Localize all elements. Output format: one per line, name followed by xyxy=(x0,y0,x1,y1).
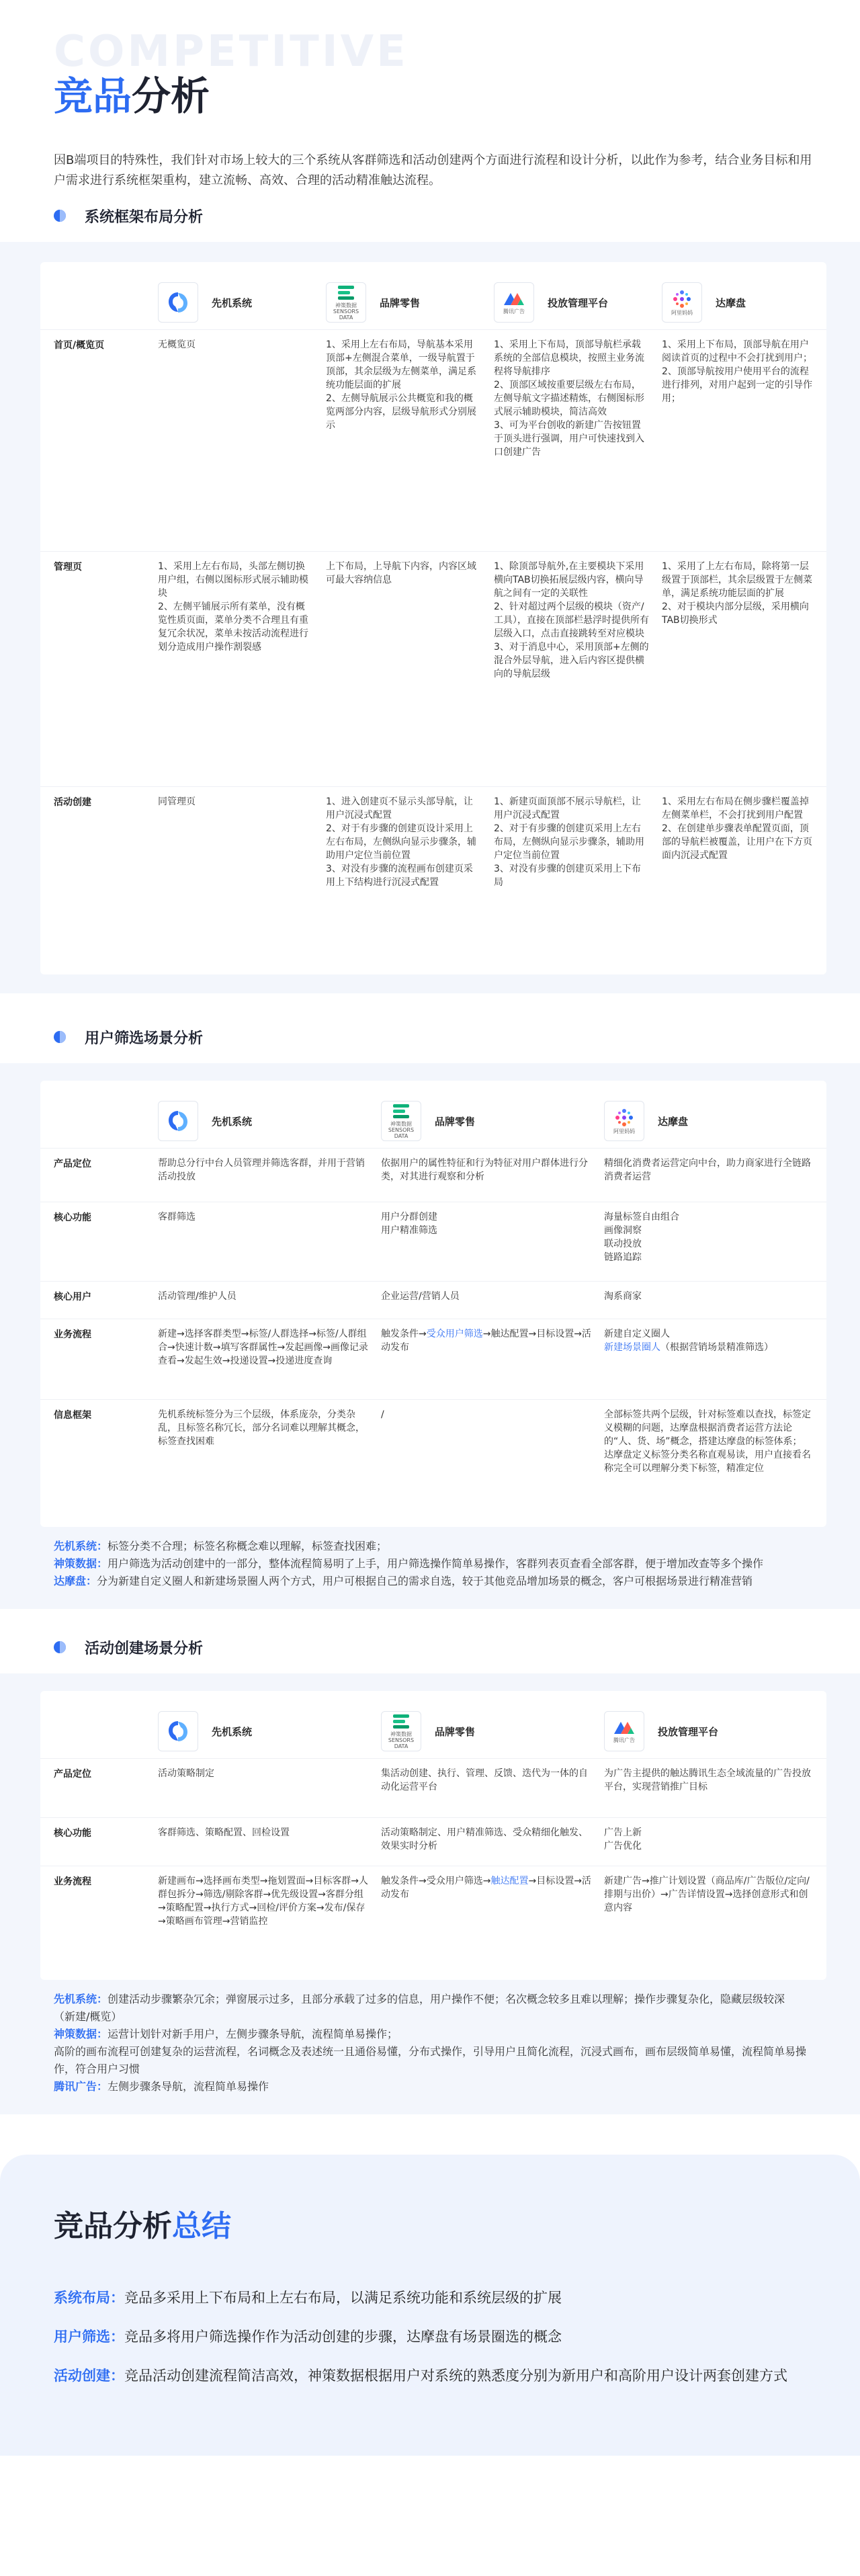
brand-tencent xyxy=(604,1711,826,1751)
note-line xyxy=(54,1538,806,1555)
brand-name: 投放管理平台 xyxy=(658,1725,719,1738)
summary-tag: 活动创建： xyxy=(54,2368,124,2384)
note-tag: 神策数据： xyxy=(54,2028,108,2040)
table-row xyxy=(40,1866,826,1960)
section-title: 系统框架布局分析 xyxy=(85,208,204,226)
table-cell: 依据用户的属性特征和行为特征对用户群体进行分类，对其进行观察和分析 xyxy=(381,1158,588,1182)
note-line xyxy=(54,2078,806,2095)
brand-row xyxy=(40,1704,826,1758)
note-line xyxy=(54,1555,806,1573)
table-cell: 客群筛选 xyxy=(158,1212,196,1222)
table-cell: 精细化消费者运营定向中台，助力商家进行全链路消费者运营 xyxy=(604,1158,811,1182)
row-label: 核心功能 xyxy=(54,1212,91,1223)
section-activity xyxy=(0,1636,860,2114)
table-cell: 海量标签自由组合 画像洞察 联动投放 链路追踪 xyxy=(604,1212,679,1263)
summary-line xyxy=(54,2363,806,2388)
page-title xyxy=(54,65,806,121)
xianji-logo-icon xyxy=(158,1711,198,1751)
section-user-filter xyxy=(0,1026,860,1609)
summary-title xyxy=(54,2202,806,2245)
tencent-logo-text: 腾讯广告 xyxy=(503,308,525,315)
summary-tag: 系统布局： xyxy=(54,2290,124,2306)
table-cell: 帮助总分行中台人员管理并筛选客群，并用于营销活动投放 xyxy=(158,1158,365,1182)
table-cell: 用户分群创建 用户精准筛选 xyxy=(381,1212,437,1236)
table-cell: 全部标签共两个层级，针对标签难以查找，标签定义模糊的问题，达摩盘根据消费者运营方法论的“人、货、场”概念，搭建达摩盘的标签体系； 达摩盘定义标签分类名称直观易读，用户直接看名称完全可以理解分类下标签，精准定位 xyxy=(604,1409,811,1474)
page-title-rest: 分析 xyxy=(132,73,210,119)
table-cell: 1、采用上左右布局，头部左侧切换用户组，右侧以图标形式展示辅助模块 2、左侧平铺展示所有菜单，没有概览性质页面，菜单分类不合理且有重复冗余状况，菜单未按活动流程进行划分造成用户操作割裂感 xyxy=(158,561,308,653)
brand-xianji xyxy=(158,1711,381,1751)
damopan-logo-icon xyxy=(604,1101,644,1141)
brand-shence xyxy=(381,1711,604,1751)
row-label: 信息框架 xyxy=(54,1410,91,1421)
summary-text: 竞品活动创建流程简洁高效，神策数据根据用户对系统的熟悉度分别为新用户和高阶用户设计两套创建方式 xyxy=(124,2368,787,2384)
table-cell: 淘系商家 xyxy=(604,1291,642,1302)
note-line xyxy=(54,1573,806,1590)
table-row xyxy=(40,1817,826,1866)
page-title-highlight: 竞品 xyxy=(54,73,132,119)
note-text: 分为新建自定义圈人和新建场景圈人两个方式，用户可根据自己的需求自选，较于其他竞品增加场景的概念，客户可根据场景进行精准营销 xyxy=(97,1575,753,1587)
note-tag: 神策数据： xyxy=(54,1557,108,1570)
row-label: 产品定位 xyxy=(54,1159,91,1169)
notes xyxy=(0,1991,806,2095)
table-cell: 1、除顶部导航外,在主要模块下采用横向TAB切换拓展层级内容，横向导航之间有一定的关联性 2、针对超过两个层级的模块（资产/工具），直接在顶部栏悬浮时提供所有层级入口，点击直接跳转至对应模块 3、对于消息中心，采用顶部+左侧的混合外层导航，进入后内容区提供横向的导航层级 xyxy=(494,561,649,679)
brand-name: 品牌零售 xyxy=(435,1115,476,1128)
note-line xyxy=(54,2026,806,2078)
table-cell: 无概览页 xyxy=(158,339,196,350)
row-label: 管理页 xyxy=(54,562,82,573)
table-cell: 活动策略制定、用户精准筛选、受众精细化触发、效果实时分析 xyxy=(381,1827,588,1852)
row-label: 业务流程 xyxy=(54,1876,91,1887)
bullet-icon xyxy=(54,1640,69,1655)
row-label: 核心用户 xyxy=(54,1292,91,1302)
row-label: 首页/概览页 xyxy=(54,340,105,351)
table-cell: 活动策略制定 xyxy=(158,1768,214,1779)
table-row xyxy=(40,786,826,954)
section-heading xyxy=(54,1636,860,1659)
table-cell: 客群筛选、策略配置、回检设置 xyxy=(158,1827,290,1838)
brand-xianji xyxy=(158,282,326,323)
table-cell: / xyxy=(381,1409,384,1420)
section-title: 用户筛选场景分析 xyxy=(85,1030,204,1047)
table-cell: 企业运营/营销人员 xyxy=(381,1291,460,1302)
summary-title-main: 竞品分析 xyxy=(54,2209,172,2243)
section-layout xyxy=(0,204,860,993)
table-row xyxy=(40,1758,826,1817)
note-tag: 腾讯广告： xyxy=(54,2080,108,2093)
summary-tag: 用户筛选： xyxy=(54,2329,124,2345)
note-text: 用户筛选为活动创建中的一部分，整体流程简易明了上手，用户筛选操作简单易操作，客群列表页查看全部客群，便于增加改查等多个操作 xyxy=(108,1557,764,1570)
table-row xyxy=(40,551,826,786)
flow-text: 触发条件→ xyxy=(381,1329,427,1339)
table-row xyxy=(40,1399,826,1507)
table-cell: 1、采用了上左右布局，除将第一层级置于顶部栏，其余层级置于左侧菜单，满足系统功能层面的扩展 2、对于模块内部分层级，采用横向TAB切换形式 xyxy=(662,561,812,626)
brand-name: 达摩盘 xyxy=(716,296,746,309)
note-tag: 先机系统： xyxy=(54,1993,108,2005)
brand-row xyxy=(40,276,826,329)
brand-name: 达摩盘 xyxy=(658,1115,689,1128)
brand-shence xyxy=(326,282,494,323)
table-cell: 1、采用上下布局，顶部导航在用户阅读首页的过程中不会打扰到用户； 2、顶部导航按用户使用平台的流程进行排列，对用户起到一定的引导作用； xyxy=(662,339,812,404)
brand-tencent xyxy=(494,282,662,323)
table-cell: 新建画布→选择画布类型→拖划置面→目标客群→人群包拆分→筛选/剔除客群→优先级设置→客群分组→策略配置→执行方式→回检/评价方案→发布/保存→策略画布管理→营销监控 xyxy=(158,1876,368,1927)
brand-name: 先机系统 xyxy=(212,1725,253,1738)
shence-logo-icon xyxy=(381,1711,421,1751)
table-cell: 活动管理/维护人员 xyxy=(158,1291,236,1302)
table-cell: 集活动创建、执行、管理、反馈、迭代为一体的自动化运营平台 xyxy=(381,1768,588,1792)
brand-name: 先机系统 xyxy=(212,296,253,309)
summary-title-highlight: 总结 xyxy=(172,2209,231,2243)
flow-link[interactable]: 受众用户筛选 xyxy=(426,1329,483,1339)
tencent-ads-logo-icon xyxy=(494,282,534,323)
row-label: 核心功能 xyxy=(54,1828,91,1839)
table-cell xyxy=(381,1866,604,1960)
table-row xyxy=(40,1148,826,1202)
bullet-icon xyxy=(54,208,69,223)
bullet-icon xyxy=(54,1030,69,1044)
table-row xyxy=(40,1202,826,1281)
row-label: 活动创建 xyxy=(54,797,91,808)
note-text: 创建活动步骤繁杂冗余；弹窗展示过多，且部分承载了过多的信息，用户操作不便；名次概念较多且难以理解；操作步骤复杂化，隐藏层级较深（新建/概览） xyxy=(54,1993,785,2023)
summary-line xyxy=(54,2285,806,2311)
table-row xyxy=(40,1319,826,1399)
flow-text: 触发条件→受众用户筛选→ xyxy=(381,1876,491,1886)
table-cell: 1、进入创建页不显示头部导航，让用户沉浸式配置 2、对于有步骤的创建页设计采用上左右布局，左侧纵向显示步骤条，辅助用户定位当前位置 3、对没有步骤的流程画布创建页采用上下结构进行沉浸式配置 xyxy=(326,796,476,888)
brand-damopan xyxy=(604,1101,826,1141)
section-heading xyxy=(54,204,860,227)
scene-link[interactable]: 新建场景圈人 xyxy=(604,1342,660,1353)
table-cell: 先机系统标签分为三个层级，体系庞杂，分类杂乱，且标签名称冗长，部分名词难以理解其概念，标签查找困难 xyxy=(158,1409,365,1447)
damopan-logo-text: 阿里妈妈 xyxy=(613,1128,635,1134)
notes xyxy=(0,1538,806,1590)
table-cell: 同管理页 xyxy=(158,796,196,807)
brand-name: 品牌零售 xyxy=(380,296,421,309)
brand-damopan xyxy=(662,282,826,323)
table-cell: 上下布局，上导航下内容，内容区域可最大容纳信息 xyxy=(326,561,476,585)
table-cell: 新建→选择客群类型→标签/人群选择→标签/人群组合→快速计数→填写客群属性→发起画像→画像记录查看→发起生效→投递设置→投递进度查询 xyxy=(158,1329,368,1366)
shence-logo-icon xyxy=(326,282,366,323)
tencent-ads-logo-icon xyxy=(604,1711,644,1751)
summary-section xyxy=(0,2155,860,2456)
xianji-logo-icon xyxy=(158,1101,198,1141)
table-cell: 新建自定义圈人 新建场景圈人（根据营销场景精准筛选） xyxy=(604,1329,773,1353)
damopan-logo-icon xyxy=(662,282,702,323)
brand-name: 品牌零售 xyxy=(435,1725,476,1738)
comparison-table xyxy=(40,1691,826,1980)
note-tag: 达摩盘： xyxy=(54,1575,97,1587)
section-panel xyxy=(0,1673,860,2114)
note-text: 左侧步骤条导航，流程简单易操作 xyxy=(108,2080,269,2093)
summary-text: 竞品多将用户筛选操作作为活动创建的步骤，达摩盘有场景圈选的概念 xyxy=(124,2329,562,2345)
section-title: 活动创建场景分析 xyxy=(85,1640,204,1657)
note-line xyxy=(54,1991,806,2026)
shence-logo-text: 神策数据 SENSORS DATA xyxy=(388,1121,415,1139)
flow-text: →目标设置→活动发布 xyxy=(381,1876,591,1900)
tencent-logo-text: 腾讯广告 xyxy=(613,1737,635,1743)
summary-text: 竞品多采用上下布局和上左右布局，以满足系统功能和系统层级的扩展 xyxy=(124,2290,562,2306)
damopan-logo-text: 阿里妈妈 xyxy=(671,310,693,316)
flow-link[interactable]: 触达配置 xyxy=(490,1876,529,1886)
table-cell: 广告上新 广告优化 xyxy=(604,1827,642,1852)
table-cell: 1、新建页面顶部不展示导航栏，让用户沉浸式配置 2、对于有步骤的创建页采用上左右布局，左侧纵向显示步骤条，辅助用户定位当前位置 3、对没有步骤的创建页采用上下布局 xyxy=(494,796,644,888)
table-cell: 新建广告→推广计划设置（商品库/广告版位/定向/排期与出价）→广告详情设置→选择创意形式和创意内容 xyxy=(604,1876,810,1913)
row-label: 产品定位 xyxy=(54,1769,91,1780)
table-cell xyxy=(381,1319,604,1399)
flow-text: →触达配置→目标设置→活动发布 xyxy=(381,1329,591,1353)
watermark-text: COMPETITIVE xyxy=(54,27,408,77)
brand-shence xyxy=(381,1101,604,1141)
summary-line xyxy=(54,2324,806,2350)
xianji-logo-icon xyxy=(158,282,198,323)
table-cell: 为广告主提供的触达腾讯生态全域流量的广告投放平台，实现营销推广目标 xyxy=(604,1768,811,1792)
note-text: 标签分类不合理；标签名称概念难以理解，标签查找困难； xyxy=(108,1540,388,1552)
brand-name: 先机系统 xyxy=(212,1115,253,1128)
header xyxy=(0,0,860,188)
section-panel xyxy=(0,242,860,993)
brand-name: 投放管理平台 xyxy=(548,296,609,309)
table-cell: 1、采用左右布局在侧步骤栏覆盖掉左侧菜单栏，不会打扰到用户配置 2、在创建单步骤表单配置页面，顶部的导航栏被覆盖，让用户在下方页面内沉浸式配置 xyxy=(662,796,812,861)
comparison-table xyxy=(40,262,826,974)
note-tag: 先机系统： xyxy=(54,1540,108,1552)
row-label: 业务流程 xyxy=(54,1329,91,1340)
intro-text: 因B端项目的特殊性，我们针对市场上较大的三个系统从客群筛选和活动创建两个方面进行流程和设计分析，以此作为参考，结合业务目标和用户需求进行系统框架重构，建立流畅、高效、合理的活动精准触达流程。 xyxy=(54,153,812,188)
comparison-table xyxy=(40,1081,826,1527)
section-panel xyxy=(0,1063,860,1609)
table-row xyxy=(40,329,826,551)
table-cell: 1、采用上下布局，顶部导航栏承载系统的全部信息模块，按照主业务流程将导航排序 2、顶部区域按重要层级左右布局，左侧导航文字描述精炼，右侧图标形式展示辅助模块，简洁高效 3、可为平台创收的新建广告按钮置于顶头进行强调，用户可快速找到入口创建广告 xyxy=(494,339,644,458)
shence-logo-text: 神策数据 SENSORS DATA xyxy=(388,1731,415,1749)
note-text: 运营计划针对新手用户，左侧步骤条导航，流程简单易操作； 高阶的画布流程可创建复杂的运营流程，名词概念及表述统一且通俗易懂，分布式操作，引导用户且简化流程，沉浸式画布，画布层级简单易懂，流程简单易操作，符合用户习惯 xyxy=(54,2028,807,2075)
shence-logo-text: 神策数据 SENSORS DATA xyxy=(333,302,359,321)
section-heading xyxy=(54,1026,860,1048)
table-cell: 1、采用上左右布局，导航基本采用顶部+左侧混合菜单，一级导航置于顶部，其余层级为左侧菜单，满足系统功能层面的扩展 2、左侧导航展示公共概览和我的概览两部分内容，层级导航形式分别展示 xyxy=(326,339,476,431)
table-row xyxy=(40,1281,826,1319)
shence-logo-icon xyxy=(381,1101,421,1141)
brand-row xyxy=(40,1094,826,1148)
brand-xianji xyxy=(158,1101,381,1141)
